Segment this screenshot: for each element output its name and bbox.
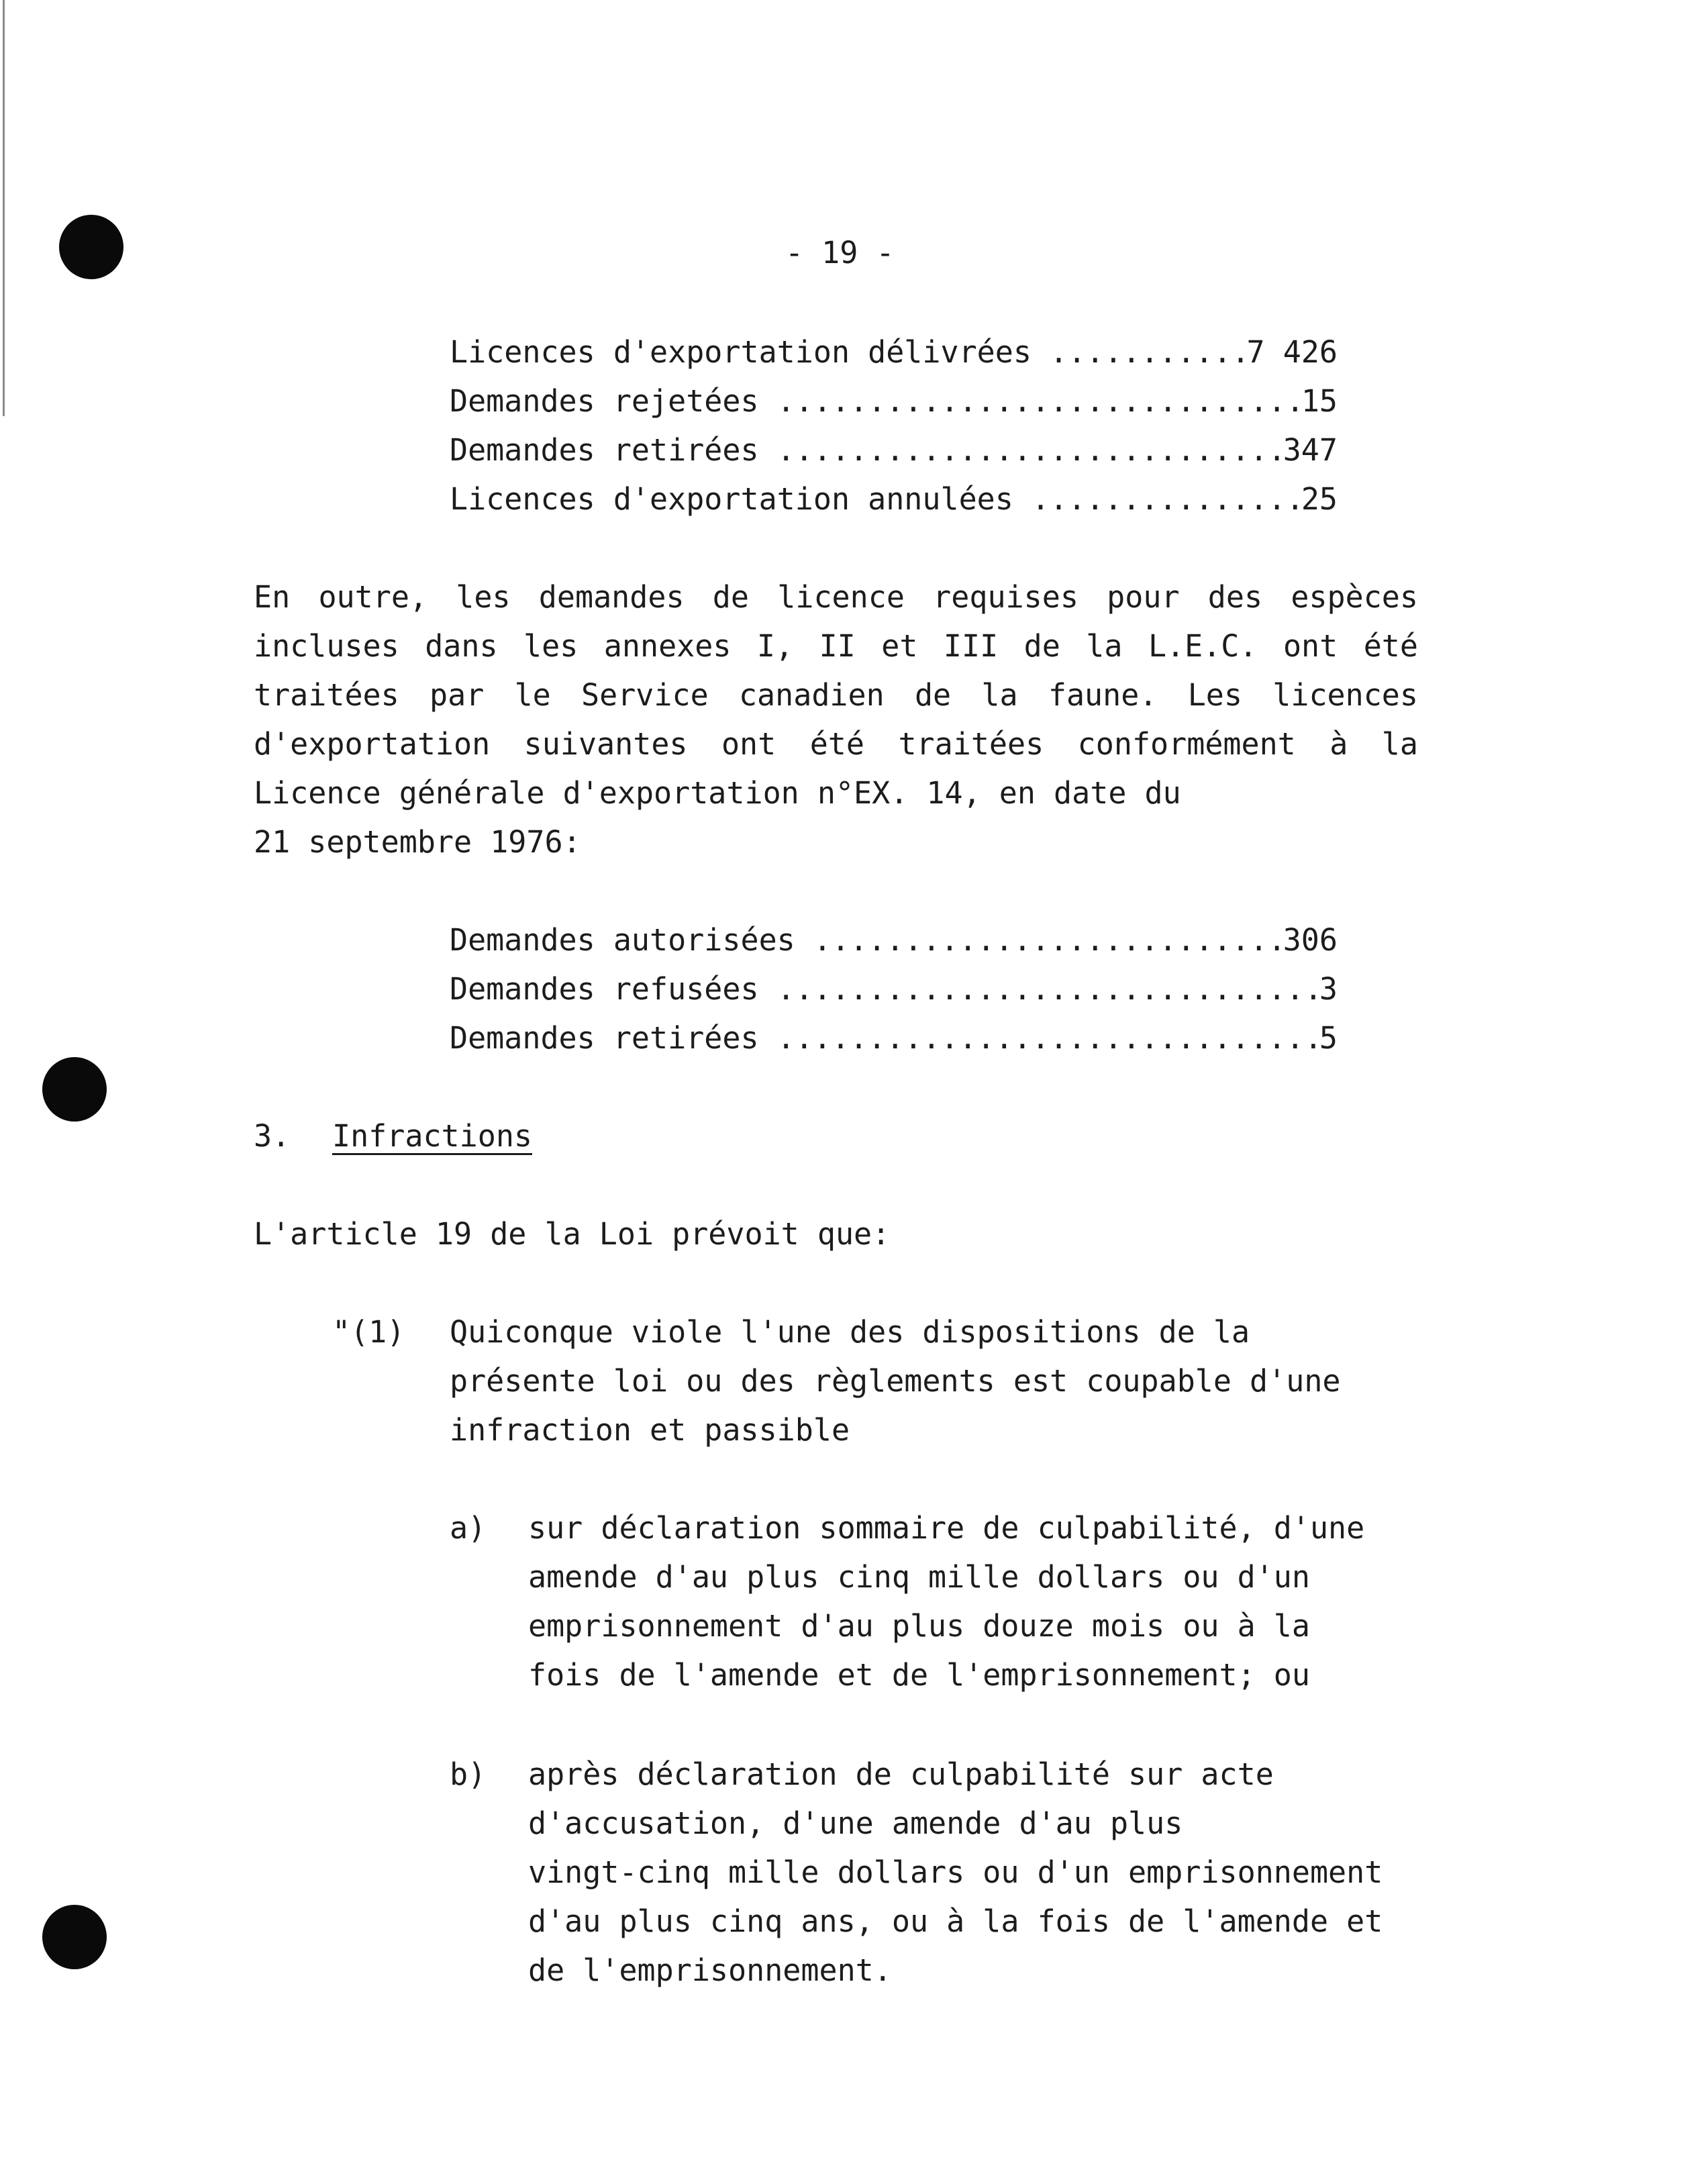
paragraph-line: Licence générale d'exportation n°EX. 14, en date du <box>254 775 1181 811</box>
paragraph-line: traitées par le Service canadien de la faune. Les licences <box>254 677 1418 713</box>
list-item-label: Licences d'exportation délivrées <box>450 334 1050 370</box>
list-item <box>450 971 1338 1007</box>
list-item <box>450 334 1338 370</box>
list-item-label: Demandes rejetées <box>450 383 777 419</box>
list-item-value: 15 <box>1301 383 1338 419</box>
list-item <box>450 1020 1338 1056</box>
leader-dots <box>777 435 1283 465</box>
paragraph-line: 21 septembre 1976: <box>254 824 581 860</box>
page-edge-shadow <box>3 0 5 416</box>
section-title: Infractions <box>332 1118 533 1154</box>
leader-dots <box>1032 484 1301 514</box>
leader-dots <box>1050 337 1246 367</box>
list-item-value: 7 426 <box>1246 334 1338 370</box>
list-item <box>450 922 1338 958</box>
leader-dots <box>777 386 1301 416</box>
paragraph-line: incluses dans les annexes I, II et III de la L.E.C. ont été <box>254 628 1418 664</box>
subsection-line: Quiconque viole l'une des dispositions de la <box>450 1314 1250 1350</box>
punch-hole-bottom <box>42 1905 107 1969</box>
clause-line: sur déclaration sommaire de culpabilité, d'une <box>528 1510 1365 1546</box>
subsection-line: présente loi ou des règlements est coupable d'une <box>450 1363 1341 1399</box>
list-item <box>450 432 1338 468</box>
list-item-value: 3 <box>1319 971 1338 1007</box>
clause-line: d'accusation, d'une amende d'au plus <box>528 1805 1183 1841</box>
clause-line: fois de l'amende et de l'emprisonnement; ou <box>528 1657 1310 1693</box>
paragraph-line: En outre, les demandes de licence requises pour des espèces <box>254 579 1418 615</box>
list-item-label: Demandes autorisées <box>450 922 813 958</box>
list-item-value: 5 <box>1319 1020 1338 1056</box>
clause-line: après déclaration de culpabilité sur acte <box>528 1756 1274 1792</box>
punch-hole-top <box>59 215 123 279</box>
clause-line: amende d'au plus cinq mille dollars ou d'un <box>528 1559 1310 1595</box>
punch-hole-middle <box>42 1057 107 1122</box>
clause-marker: b) <box>450 1756 487 1792</box>
clause-line: emprisonnement d'au plus douze mois ou à la <box>528 1608 1310 1644</box>
leader-dots <box>813 925 1283 955</box>
list-item-label: Licences d'exportation annulées <box>450 481 1032 517</box>
article-intro: L'article 19 de la Loi prévoit que: <box>254 1216 891 1252</box>
paragraph-line: d'exportation suivantes ont été traitées conformément à la <box>254 726 1418 762</box>
list-item-value: 347 <box>1283 432 1338 468</box>
clause-line: vingt-cinq mille dollars ou d'un emprisonnement <box>528 1854 1383 1890</box>
clause-line: d'au plus cinq ans, ou à la fois de l'amende et <box>528 1903 1383 1939</box>
list-item-label: Demandes retirées <box>450 432 777 468</box>
leader-dots <box>777 1023 1319 1053</box>
clause-marker: a) <box>450 1510 487 1546</box>
list-item <box>450 383 1338 419</box>
list-item-value: 25 <box>1301 481 1338 517</box>
list-item-label: Demandes retirées <box>450 1020 777 1056</box>
subsection-marker: "(1) <box>332 1314 405 1350</box>
list-item-label: Demandes refusées <box>450 971 777 1007</box>
leader-dots <box>777 974 1319 1004</box>
list-item-value: 306 <box>1283 922 1338 958</box>
list-item <box>450 481 1338 517</box>
page-number: - 19 - <box>785 235 895 270</box>
section-number: 3. <box>254 1118 291 1154</box>
subsection-line: infraction et passible <box>450 1412 850 1448</box>
clause-line: de l'emprisonnement. <box>528 1952 892 1988</box>
